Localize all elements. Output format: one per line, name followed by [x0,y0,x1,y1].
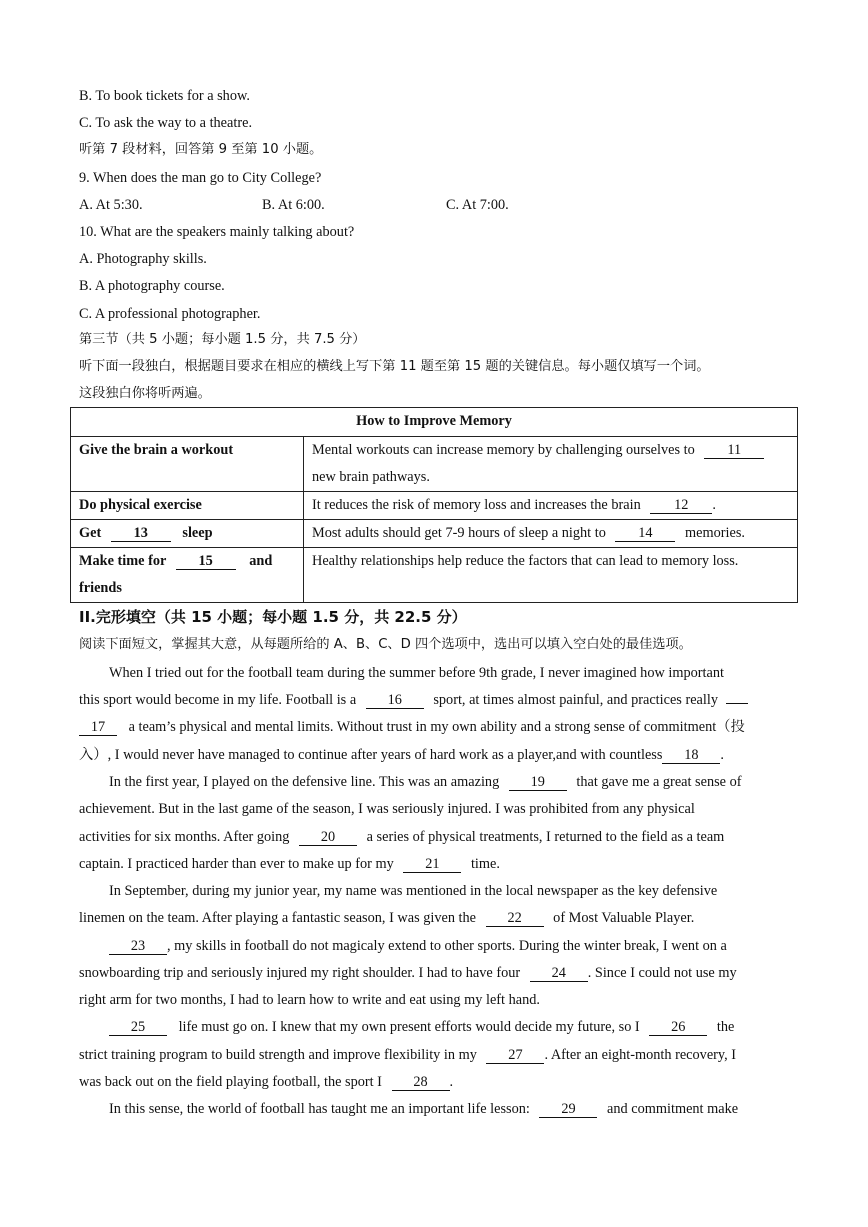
answer-blank-20: 20 [299,830,357,846]
question-9-option-a: A. At 5:30. [79,197,143,213]
cell-text: . [712,497,716,513]
text-run: . [720,747,724,763]
passage-line [79,691,748,709]
answer-blank-17-start [726,703,748,704]
table-row-content [304,437,798,492]
cell-text: sleep [182,525,213,541]
answer-blank-22: 22 [486,911,544,927]
text-run: of Most Valuable Player. [553,910,695,926]
answer-blank-26: 26 [649,1020,707,1036]
passage-line: achievement. But in the last game of the season, I was seriously injured. I was prohibited from any physical [79,801,695,817]
passage-line [109,937,727,955]
text-run: sport, at times almost painful, and practices really [433,692,718,708]
text-run: . Since I could not use my [587,965,737,981]
answer-blank-19: 19 [509,775,567,791]
passage-line: When I tried out for the football team during the summer before 9th grade, I never imagined how important [109,665,724,681]
table-row-content [304,520,798,548]
passage-line: In September, during my junior year, my name was mentioned in the local newspaper as the key defensive [109,883,718,899]
passage-line [79,828,724,846]
question-10-option-c: C. A professional photographer. [79,306,261,322]
answer-blank-18: 18 [662,748,720,764]
table-title: How to Improve Memory [71,408,798,437]
table-header-row [71,408,798,437]
text-run: captain. I practiced harder than ever to make up for my [79,856,394,872]
passage-line [79,855,500,873]
text-run: 入）, I would never have managed to continue after years of hard work as a player,and with countless [79,747,663,763]
question-10-option-b: B. A photography course. [79,278,225,294]
question-10-option-a: A. Photography skills. [79,251,207,267]
section-3-instruction-cont: 这段独白你将听两遍。 [79,386,211,401]
question-9-option-b: B. At 6:00. [262,197,325,213]
text-run: life must go on. I knew that my own present efforts would decide my future, so I [178,1019,640,1035]
text-run: and commitment make [607,1101,739,1117]
option-line: B. To book tickets for a show. [79,88,250,104]
question-9-option-c: C. At 7:00. [446,197,509,213]
table-row-label: Give the brain a workout [71,437,304,492]
text-run: . After an eight-month recovery, I [544,1047,737,1063]
answer-blank-27: 27 [486,1048,544,1064]
text-run: , my skills in football do not magicaly extend to other sports. During the winter break, I went on a [167,938,727,954]
cell-text: memories. [685,525,745,541]
text-run: time. [470,856,500,872]
cell-text: friends [79,580,122,596]
memory-table [70,407,798,603]
passage-line [109,1018,734,1036]
answer-blank-25: 25 [109,1020,167,1036]
table-row-content: Healthy relationships help reduce the factors that can lead to memory loss. [304,548,798,603]
table-row [71,437,798,492]
passage-line [79,718,745,736]
answer-blank-12: 12 [650,497,712,514]
answer-blank-29: 29 [539,1102,597,1118]
text-run: activities for six months. After going [79,829,290,845]
table-row-label [71,520,304,548]
answer-blank-15: 15 [176,553,236,570]
section-3-instruction: 听下面一段独白，根据题目要求在相应的横线上写下第 11 题至第 15 题的关键信息。每小题仅填写一个词。 [79,359,710,374]
table-row [71,548,798,603]
text-run: snowboarding trip and seriously injured my right shoulder. I had to have four [79,965,521,981]
text-run: a team’s physical and mental limits. Without trust in my own ability and a strong sense of commitment（投 [128,719,745,735]
text-run: a series of physical treatments, I returned to the field as a team [366,829,725,845]
table-row-content [304,492,798,520]
option-line: C. To ask the way to a theatre. [79,115,253,131]
passage-line [79,746,724,764]
answer-blank-23: 23 [109,939,167,955]
text-run: linemen on the team. After playing a fantastic season, I was given the [79,910,477,926]
cell-text: new brain pathways. [312,469,430,485]
cell-text: Make time for [79,553,167,569]
question-10: 10. What are the speakers mainly talking about? [79,224,355,240]
passage-line [79,1046,736,1064]
answer-blank-17: 17 [79,720,117,736]
table-row [71,520,798,548]
text-run: In the first year, I played on the defensive line. This was an amazing [109,774,500,790]
passage-line [79,964,737,982]
passage-line [79,909,694,927]
answer-blank-28: 28 [392,1075,450,1091]
cell-text: It reduces the risk of memory loss and increases the brain [312,497,641,513]
cell-text: Get [79,525,102,541]
cell-text: Most adults should get 7-9 hours of sleep a night to [312,525,606,541]
passage-line [109,1100,738,1118]
question-9: 9. When does the man go to City College? [79,170,322,186]
table-row-label: Do physical exercise [71,492,304,520]
part-2-instruction: 阅读下面短文，掌握其大意，从每题所给的 A、B、C、D 四个选项中，选出可以填入空白处的最佳选项。 [79,637,692,652]
text-run: was back out on the field playing football, the sport I [79,1074,382,1090]
table-row [71,492,798,520]
passage-line: right arm for two months, I had to learn how to write and eat using my left hand. [79,992,540,1008]
answer-blank-16: 16 [366,693,424,709]
table-row-label [71,548,304,603]
text-run: In this sense, the world of football has taught me an important life lesson: [109,1101,530,1117]
listening-instruction: 听第 7 段材料，回答第 9 至第 10 小题。 [79,142,323,157]
cell-text: Mental workouts can increase memory by challenging ourselves to [312,442,695,458]
text-run: that gave me a great sense of [576,774,742,790]
answer-blank-11: 11 [704,442,764,459]
text-run: . [449,1074,454,1090]
answer-blank-13: 13 [111,525,171,542]
text-run: the [716,1019,735,1035]
answer-blank-24: 24 [530,966,588,982]
answer-blank-21: 21 [403,857,461,873]
section-3-heading: 第三节（共 5 小题；每小题 1.5 分，共 7.5 分） [79,332,366,347]
part-2-heading: II.完形填空（共 15 小题；每小题 1.5 分，共 22.5 分） [79,608,467,626]
passage-line [109,773,742,791]
passage-line [79,1073,453,1091]
cell-text: and [249,553,273,569]
text-run: this sport would become in my life. Football is a [79,692,357,708]
answer-blank-14: 14 [615,525,675,542]
text-run: strict training program to build strength and improve flexibility in my [79,1047,477,1063]
